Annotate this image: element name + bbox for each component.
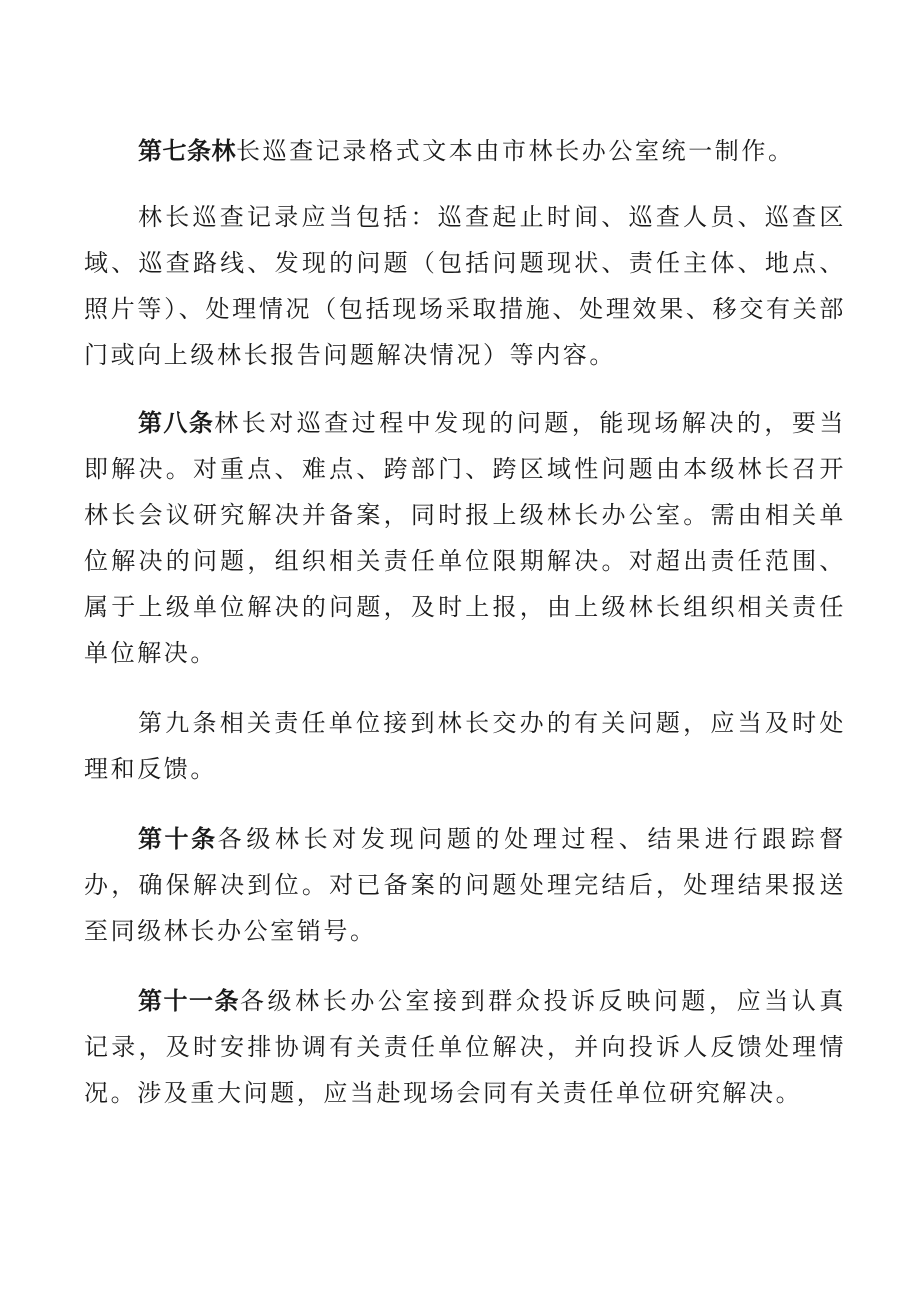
article-10-paragraph — [84, 816, 846, 954]
article-11-body: 各级林长办公室接到群众投诉反映问题，应当认真记录，及时安排协调有关责任单位解决，并向投诉人反馈处理情况。涉及重大问题，应当赴现场会同有关责任单位研究解决。 — [84, 987, 846, 1107]
patrol-record-contents-body: 林长巡查记录应当包括：巡查起止时间、巡查人员、巡查区域、巡查路线、发现的问题（包括问题现状、责任主体、地点、照片等）、处理情况（包括现场采取措施、处理效果、移交有关部门或向上级林长报告问题解决情况）等内容。 — [84, 203, 846, 369]
article-7-body: 长巡查记录格式文本由市林长办公室统一制作。 — [236, 137, 795, 165]
document-page — [84, 128, 846, 1140]
article-11-heading: 第十一条 — [138, 987, 240, 1015]
article-10-body: 各级林长对发现问题的处理过程、结果进行跟踪督办，确保解决到位。对已备案的问题处理完结后，处理结果报送至同级林长办公室销号。 — [84, 825, 847, 945]
article-8-heading: 第八条 — [138, 409, 215, 437]
article-7-paragraph — [84, 128, 846, 174]
article-8-body: 林长对巡查过程中发现的问题，能现场解决的，要当即解决。对重点、难点、跨部门、跨区域性问题由本级林长召开林长会议研究解决并备案，同时报上级林长办公室。需由相关单位解决的问题，组织相关责任单位限期解决。对超出责任范围、属于上级单位解决的问题，及时上报，由上级林长组织相关责任单位解决。 — [84, 409, 846, 667]
article-9-paragraph — [84, 700, 846, 792]
article-7-heading: 第七条林 — [138, 137, 236, 165]
article-10-heading: 第十条 — [138, 825, 218, 853]
article-8-paragraph — [84, 400, 846, 676]
article-9-body: 第九条相关责任单位接到林长交办的有关问题，应当及时处理和反馈。 — [84, 709, 846, 783]
patrol-record-contents-paragraph — [84, 194, 846, 378]
article-11-paragraph — [84, 978, 846, 1116]
